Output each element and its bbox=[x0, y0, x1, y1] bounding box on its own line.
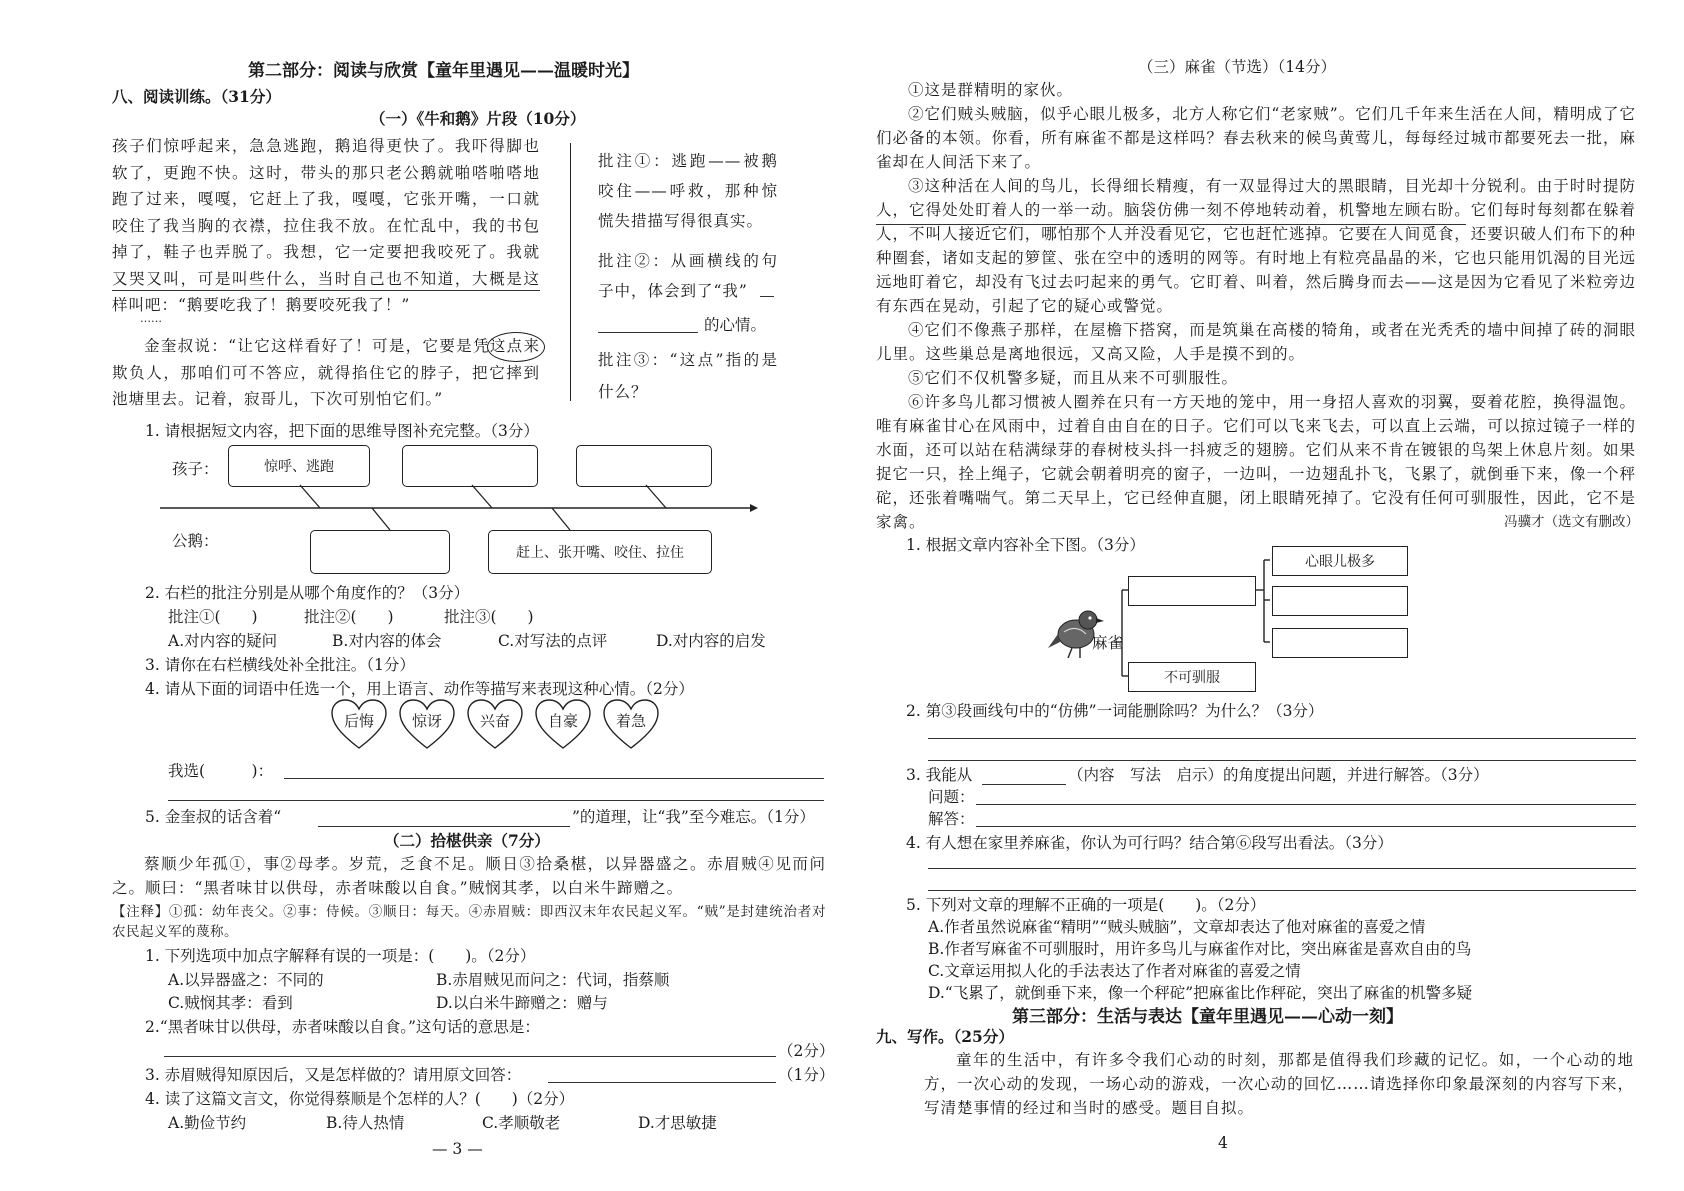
sec9-title: 九、写作。（25分） bbox=[876, 1027, 1014, 1046]
q2-opt-b: B.对内容的体会 bbox=[332, 632, 442, 650]
r-q5-a: A.作者虽然说麻雀“精明”“贼头贼脑”，文章却表达了他对麻雀的喜爱之情 bbox=[928, 918, 1426, 936]
diagram-box-left-top[interactable] bbox=[1128, 576, 1256, 606]
p2-q4-d: D.才思敏捷 bbox=[638, 1114, 717, 1132]
answer-line[interactable] bbox=[976, 804, 1636, 805]
r-q5: 5. 下列对文章的理解不正确的一项是( )。（2分） bbox=[906, 896, 1266, 914]
passage2-text: 蔡顺少年孤①，事②母孝。岁荒，乏食不足。顺日③拾桑椹，以异器盛之。赤眉贼④见而问之。顺曰：“黑者味甘以供母，赤者味酸以自食。”贼悯其孝，以白米牛蹄赠之。 bbox=[112, 855, 826, 897]
q2-opt-a: A.对内容的疑问 bbox=[168, 632, 278, 650]
passage1-title: （一）《牛和鹅》片段（10分） bbox=[370, 109, 586, 128]
answer-line[interactable] bbox=[928, 890, 1636, 891]
r-q5-d: D.“飞累了，就倒垂下来，像一个秤砣”把麻雀比作秤砣，突出了麻雀的机警多疑 bbox=[928, 984, 1473, 1002]
diagram-center: 麻雀 bbox=[1092, 634, 1124, 652]
p2-q2: 2.“黑者味甘以供母，赤者味酸以自食。”这句话的意思是： bbox=[145, 1018, 540, 1036]
para3-underline bbox=[876, 224, 1466, 225]
heart-label: 后悔 bbox=[343, 712, 374, 730]
mindmap-box-1-text: 惊呼、逃跑 bbox=[264, 459, 334, 475]
q4-answer-label: 我选( )： bbox=[168, 762, 274, 780]
heart-label: 惊讶 bbox=[411, 712, 442, 730]
passage1-para2: 金奎叔说：“让它这样看好了！可是，它要是凭这点来欺负人，那咱们可不答应，就得掐住它的脖子，把它摔到池塘里去。记着，寂哥儿，下次可别怕它们。” bbox=[112, 337, 540, 408]
q5-text-b: ”的道理，让“我”至今难忘。（1分） bbox=[572, 808, 815, 826]
answer-line[interactable] bbox=[928, 760, 1636, 761]
p2-q2-score: （2分） bbox=[778, 1042, 835, 1060]
heart-label: 兴奋 bbox=[479, 712, 510, 730]
right-page bbox=[842, 0, 1684, 1191]
underline bbox=[112, 290, 540, 291]
p2-q1-b: B.赤眉贼见而问之：代词，指蔡顺 bbox=[436, 971, 670, 989]
r-q5-b: B.作者写麻雀不可驯服时，用许多鸟儿与麻雀作对比，突出麻雀是喜欢自由的鸟 bbox=[928, 940, 1472, 958]
p2-q3-score: （1分） bbox=[778, 1066, 835, 1084]
answer-line[interactable] bbox=[284, 778, 824, 779]
para-6: ⑥许多鸟儿都习惯被人圈养在只有一方天地的笼中，用一身招人喜欢的羽翼，耍着花腔，换得温饱。唯有麻雀甘心在风雨中，过着自由自在的日子。它们可以飞来飞去，可以直上云端，可以掠过镜子一样的水面，还可以站在秸满绿芽的春树枝头抖一抖疲乏的翅膀。它们从来不肯在镀银的鸟架上休息片刻。如果捉它一只，拴上绳子，它就会朝着明亮的窗子，一边叫，一边翅乱扑飞，飞累了，就倒垂下来，像一个秤砣，还张着嘴喘气。第二天早上，它已经伸直腿，闭上眼睛死掉了。它没有任何可驯服性，因此，它不是家禽。 bbox=[876, 393, 1636, 531]
q2-opt-c: C.对写法的点评 bbox=[498, 632, 608, 650]
mindmap-box-goose bbox=[488, 530, 712, 574]
mindmap-goose-label: 公鹅： bbox=[172, 532, 219, 550]
diagram-box-right-2[interactable] bbox=[1272, 586, 1408, 616]
p2-q4-c: C.孝顺敬老 bbox=[482, 1114, 561, 1132]
para-1: ①这是群精明的家伙。 bbox=[908, 81, 1074, 99]
p2-q1: 1. 下列选项中加点字解释有误的一项是：( )。（2分） bbox=[145, 947, 536, 965]
q2-text: 2. 右栏的批注分别是从哪个角度作的？（3分） bbox=[145, 584, 470, 602]
r-q3-a: 3. 我能从 bbox=[906, 766, 973, 784]
para-5: ⑤它们不仅机警多疑，而且从来不可驯服性。 bbox=[908, 369, 1239, 387]
r-q4: 4. 有人想在家里养麻雀，你认为可行吗？结合第⑥段写出看法。（3分） bbox=[906, 834, 1393, 852]
heart-word-excited[interactable] bbox=[466, 698, 524, 748]
r-q3-question: 问题： bbox=[928, 788, 975, 806]
page-number-left: — 3 — bbox=[432, 1140, 483, 1158]
ellipsis: …… bbox=[140, 312, 162, 325]
circle-mark bbox=[487, 332, 545, 362]
heart-word-surprise[interactable] bbox=[398, 698, 456, 748]
p2-q4-b: B.待人热情 bbox=[326, 1114, 405, 1132]
r-q1: 1. 根据文章内容补全下图。（3分） bbox=[906, 536, 1145, 554]
diagram-box-right-3[interactable] bbox=[1272, 628, 1408, 658]
q4-text: 4. 请从下面的词语中任选一个，用上语言、动作等描写来表现这种心情。（2分） bbox=[145, 680, 694, 698]
heart-word-proud[interactable] bbox=[534, 698, 592, 748]
q3-text: 3. 请你在右栏横线处补全批注。（1分） bbox=[145, 656, 415, 674]
q5-blank[interactable] bbox=[318, 826, 570, 827]
heart-word-anxious[interactable] bbox=[602, 698, 660, 748]
passage1-para1: 孩子们惊呼起来，急急逃跑，鹅追得更快了。我吓得脚也软了，更跑不快。这时，带头的那只老公鹅就啪嗒啪嗒地跑了过来，嘎嘎，它赶上了我，嘎嘎，它张开嘴，一口就咬住了我当胸的衣襟，拉住我不放。在忙乱中，我的书包掉了，鞋子也弄脱了。我想，它一定要把我咬死了。我就又哭又叫，可是叫些什么，当时自己也不知道，大概是这样叫吧：“鹅要吃我了！鹅要咬死我了！” bbox=[112, 137, 540, 314]
heart-word-regret[interactable] bbox=[330, 698, 388, 748]
mindmap-box-goose-text: 赶上、张开嘴、咬住、拉住 bbox=[516, 545, 684, 561]
answer-line[interactable] bbox=[164, 1056, 776, 1057]
answer-line[interactable] bbox=[976, 826, 1636, 827]
answer-line[interactable] bbox=[928, 738, 1636, 739]
p2-q3: 3. 赤眉贼得知原因后，又是怎样做的？请用原文回答： bbox=[145, 1066, 522, 1084]
annotation-2: 批注②：从画横线的句子中，体会到了“我” bbox=[598, 252, 778, 300]
passage2-title: （二）拾椹供亲（7分） bbox=[384, 831, 550, 850]
r-q2: 2. 第③段画线句中的“仿佛”一词能删除吗？为什么？（3分） bbox=[906, 702, 1324, 720]
writing-prompt: 童年的生活中，有许多令我们心动的时刻，那都是值得我们珍藏的记忆。如，一个心动的地方，一次心动的发现，一场心动的游戏，一次心动的回忆……请选择你印象最深刻的内容写下来，写清楚事情的经过和当时的感受。题目自拟。 bbox=[924, 1051, 1634, 1117]
annotation-2-tail: 的心情。 bbox=[704, 316, 767, 334]
mindmap-children-label: 孩子： bbox=[172, 460, 219, 478]
q2-opt-d: D.对内容的启发 bbox=[656, 632, 766, 650]
annotation-3: 批注③：“这点”指的是什么？ bbox=[598, 351, 778, 401]
r-q5-c: C.文章运用拟人化的手法表达了作者对麻雀的喜爱之情 bbox=[928, 962, 1301, 980]
blank-line[interactable] bbox=[598, 332, 698, 333]
part3-title: 第三部分：生活与表达【童年里遇见——心动一刻】 bbox=[1012, 1007, 1403, 1027]
blank-line[interactable] bbox=[760, 296, 774, 297]
p2-q1-d: D.以白米牛蹄赠之：赠与 bbox=[436, 994, 608, 1012]
page-number-right: 4 bbox=[1218, 1134, 1228, 1152]
q2-blank-2[interactable]: 批注②( ) bbox=[304, 608, 394, 626]
sec8-title: 八、阅读训练。（31分） bbox=[112, 87, 281, 106]
para-3: ③这种活在人间的鸟儿，长得细长精瘦，有一双显得过大的黑眼睛，目光却十分锐利。由于时时提防人，它得处处盯着人的一举一动。脑袋仿佛一刻不停地转动着，机警地左顾右盼。它们每时每刻都在躲着人，不叫人接近它们，哪怕那个人并没看见它，它也赶忙逃掉。它要在人间觅食，还要识破人们布下的种种圈套，诸如支起的箩筐、张在空中的透明的网等。有时地上有粒亮晶晶的米，它也只能用饥渴的目光远远地盯着它，却没有飞过去叼起来的勇气。它盯着、叫着，然后腾身而去——这是因为它看见了米粒旁边有东西在晃动，引起了它的疑心或警觉。 bbox=[876, 177, 1636, 315]
annotation-divider bbox=[570, 143, 571, 401]
passage2-note: 【注释】①孤：幼年丧父。②事：侍候。③顺日：每天。④赤眉贼：即西汉末年农民起义军。“贼”是封建统治者对农民起义军的蔑称。 bbox=[112, 904, 826, 940]
heart-label: 着急 bbox=[615, 712, 646, 730]
annotation-1: 批注①：逃跑——被鹅咬住——呼救，那种惊慌失措描写得很真实。 bbox=[598, 152, 778, 230]
para-2: ②它们贼头贼脑，似乎心眼儿极多，北方人称它们“老家贼”。它们几千年来生活在人间，精明成了它们必备的本领。你看，所有麻雀不都是这样吗？春去秋来的候鸟黄莺儿，每每经过城市都要死去一批，麻雀却在人间活下来了。 bbox=[876, 105, 1636, 171]
diagram-box-left-bottom-text: 不可驯服 bbox=[1164, 670, 1220, 686]
para-4: ④它们不像燕子那样，在屋檐下搭窝，而是筑巢在高楼的犄角，或者在光秃秃的墙中间掉了砖的洞眼儿里。这些巢总是离地很远，又高又险，人手是摸不到的。 bbox=[876, 321, 1636, 363]
p2-q1-a: A.以异器盛之：不同的 bbox=[168, 971, 324, 989]
q1-text: 1. 请根据短文内容，把下面的思维导图补充完整。（3分） bbox=[145, 422, 539, 440]
answer-line[interactable] bbox=[548, 1082, 776, 1083]
q3-blank[interactable] bbox=[982, 784, 1066, 785]
diagram-box-right-1-text: 心眼儿极多 bbox=[1305, 554, 1375, 570]
q2-blank-3[interactable]: 批注③( ) bbox=[444, 608, 534, 626]
mindmap-box-goose-blank[interactable] bbox=[310, 530, 450, 574]
q5-text-a: 5. 金奎叔的话含着“ bbox=[145, 808, 282, 826]
heart-label: 自豪 bbox=[547, 712, 578, 730]
answer-line[interactable] bbox=[928, 868, 1636, 869]
diagram-box-left-bottom bbox=[1128, 662, 1256, 692]
p2-q4: 4. 读了这篇文言文，你觉得蔡顺是个怎样的人？( )（2分） bbox=[145, 1090, 575, 1108]
diagram-box-right-1 bbox=[1272, 546, 1408, 576]
p2-q4-a: A.勤俭节约 bbox=[168, 1114, 247, 1132]
answer-line[interactable] bbox=[168, 800, 824, 801]
part2-title: 第二部分：阅读与欣赏【童年里遇见——温暖时光】 bbox=[248, 61, 639, 81]
p2-q1-c: C.贼悯其孝：看到 bbox=[168, 994, 293, 1012]
r-q3-b: （内容 写法 启示）的角度提出问题，并进行解答。（3分） bbox=[1068, 766, 1489, 784]
author: 冯骥才（选文有删改） bbox=[1504, 514, 1639, 530]
passage3-title: （三）麻雀（节选）（14分） bbox=[1138, 58, 1336, 76]
q2-blank-1[interactable]: 批注①( ) bbox=[168, 608, 258, 626]
r-q3-answer: 解答： bbox=[928, 810, 975, 828]
